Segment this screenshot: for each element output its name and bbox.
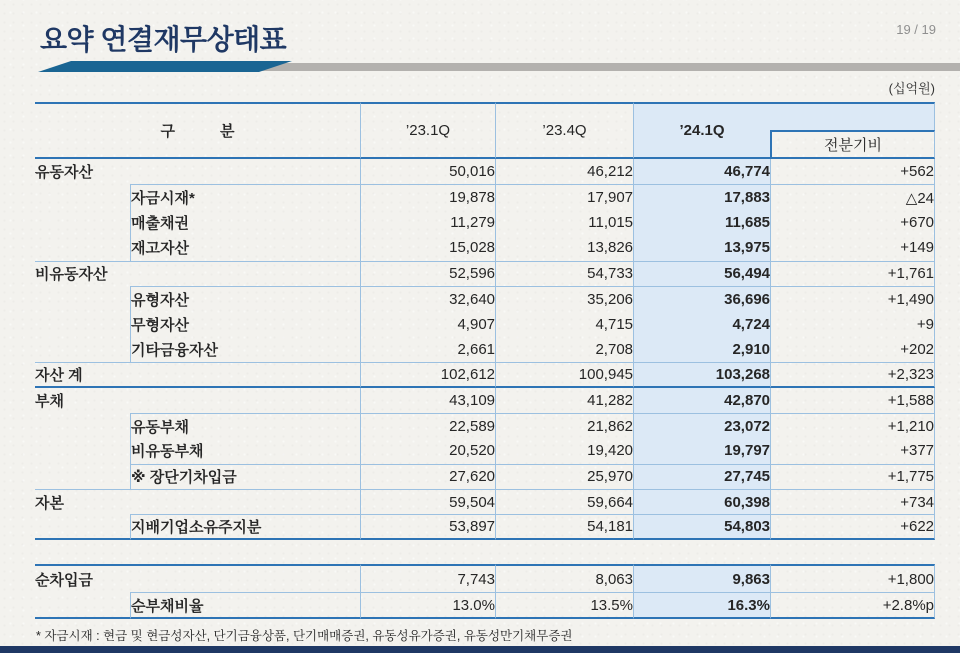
footnote: * 자금시재 : 현금 및 현금성자산, 단기금융상품, 단기매매증권, 유동성유가증권, 유동성만기채무증권	[36, 629, 573, 643]
row-indent-spacer	[35, 337, 130, 362]
value-cell: 41,282	[495, 388, 633, 413]
value-cell: 2,910	[633, 337, 770, 362]
title-underline-blue-bar	[38, 61, 292, 72]
value-cell: 25,970	[495, 464, 633, 489]
value-cell: +1,761	[770, 261, 935, 286]
table-row	[35, 261, 935, 286]
value-cell: 17,907	[495, 184, 633, 209]
row-indent-spacer	[35, 464, 130, 489]
row-label: 자산 계	[35, 362, 360, 387]
value-cell: 4,724	[633, 311, 770, 336]
row-label: 유동부채	[130, 413, 360, 438]
value-cell: 36,696	[633, 286, 770, 311]
unit-label: (십억원)	[888, 81, 935, 96]
value-cell: +670	[770, 210, 935, 235]
table-row	[35, 592, 935, 619]
value-cell: 52,596	[360, 261, 495, 286]
value-cell: 11,015	[495, 210, 633, 235]
page-number: 19 / 19	[896, 22, 936, 37]
table-row	[35, 210, 935, 235]
value-cell: 43,109	[360, 388, 495, 413]
row-indent-spacer	[35, 311, 130, 336]
row-label: 지배기업소유주지분	[130, 514, 360, 539]
value-cell: 50,016	[360, 159, 495, 184]
value-cell: 13,826	[495, 235, 633, 260]
value-cell: +622	[770, 514, 935, 539]
value-cell: 20,520	[360, 438, 495, 463]
column-header-23-1q: ’23.1Q	[360, 102, 495, 159]
value-cell: 100,945	[495, 362, 633, 387]
table-row	[35, 286, 935, 311]
row-label: 재고자산	[130, 235, 360, 260]
value-cell: 54,181	[495, 514, 633, 539]
value-cell: △24	[770, 184, 935, 209]
table-row	[35, 311, 935, 336]
value-cell: 54,803	[633, 514, 770, 539]
balance-sheet-table	[35, 102, 935, 540]
row-indent-spacer	[35, 210, 130, 235]
row-indent-spacer	[35, 286, 130, 311]
page-title: 요약 연결재무상태표	[40, 24, 287, 55]
value-cell: +562	[770, 159, 935, 184]
row-label: 순부채비율	[130, 592, 360, 619]
row-label: 기타금융자산	[130, 337, 360, 362]
value-cell: 22,589	[360, 413, 495, 438]
bottom-accent-bar	[0, 646, 960, 653]
value-cell: +1,775	[770, 464, 935, 489]
value-cell: 4,907	[360, 311, 495, 336]
value-cell: 19,797	[633, 438, 770, 463]
value-cell: 2,708	[495, 337, 633, 362]
table-row	[35, 235, 935, 260]
column-header-24-1q: ’24.1Q	[633, 102, 770, 159]
table-row	[35, 514, 935, 539]
value-cell: +149	[770, 235, 935, 260]
row-label: 유동자산	[35, 164, 93, 182]
header-highlight-filler	[770, 102, 935, 130]
value-cell: 11,685	[633, 210, 770, 235]
row-label: 유형자산	[130, 286, 360, 311]
column-header-qoq: 전분기비	[770, 130, 935, 159]
value-cell: 13.0%	[360, 592, 495, 619]
value-cell: +2.8%p	[770, 592, 935, 619]
column-header-23-4q: ’23.4Q	[495, 102, 633, 159]
row-indent-spacer	[35, 413, 130, 438]
row-indent-spacer	[35, 235, 130, 260]
row-label: ※ 장단기차입금	[130, 464, 360, 489]
row-label: 비유동자산	[35, 261, 360, 286]
row-indent-spacer	[35, 438, 130, 463]
row-label: 비유동부채	[130, 438, 360, 463]
value-cell: 15,028	[360, 235, 495, 260]
table-row	[35, 564, 935, 592]
value-cell: 11,279	[360, 210, 495, 235]
value-cell: 13,975	[633, 235, 770, 260]
value-cell: 23,072	[633, 413, 770, 438]
row-indent-spacer	[35, 184, 130, 209]
value-cell: 4,715	[495, 311, 633, 336]
table-row	[35, 438, 935, 463]
value-cell: 32,640	[360, 286, 495, 311]
table-row	[35, 362, 935, 387]
table-header-row	[35, 102, 935, 130]
value-cell: 56,494	[633, 261, 770, 286]
row-label: 매출채권	[130, 210, 360, 235]
value-cell: 16.3%	[633, 592, 770, 619]
table-row	[35, 159, 935, 184]
value-cell: 59,664	[495, 489, 633, 514]
value-cell: +377	[770, 438, 935, 463]
value-cell: 19,420	[495, 438, 633, 463]
table-row	[35, 337, 935, 362]
value-cell: +1,210	[770, 413, 935, 438]
row-indent-spacer	[35, 592, 130, 619]
value-cell: 2,661	[360, 337, 495, 362]
value-cell: 59,504	[360, 489, 495, 514]
value-cell: 54,733	[495, 261, 633, 286]
value-cell: 19,878	[360, 184, 495, 209]
table-row	[35, 184, 935, 209]
value-cell: 8,063	[495, 564, 633, 592]
table-row	[35, 489, 935, 514]
table-row	[35, 464, 935, 489]
value-cell: +9	[770, 311, 935, 336]
row-label: 무형자산	[130, 311, 360, 336]
value-cell: +1,800	[770, 564, 935, 592]
value-cell: 46,212	[495, 159, 633, 184]
row-indent-spacer	[35, 514, 130, 539]
value-cell: 27,620	[360, 464, 495, 489]
row-label: 자본	[35, 489, 360, 514]
value-cell: 17,883	[633, 184, 770, 209]
title-underline-gray-bar	[255, 63, 960, 71]
value-cell: 7,743	[360, 564, 495, 592]
value-cell: 60,398	[633, 489, 770, 514]
column-header-category: 구 분	[35, 102, 360, 159]
value-cell: 27,745	[633, 464, 770, 489]
net-debt-table	[35, 564, 935, 619]
table-row	[35, 413, 935, 438]
value-cell: 53,897	[360, 514, 495, 539]
value-cell: +1,490	[770, 286, 935, 311]
value-cell: +1,588	[770, 388, 935, 413]
value-cell: +202	[770, 337, 935, 362]
table-row	[35, 388, 935, 413]
value-cell: 42,870	[633, 388, 770, 413]
value-cell: +2,323	[770, 362, 935, 387]
value-cell: 9,863	[633, 564, 770, 592]
value-cell: 21,862	[495, 413, 633, 438]
row-label: 부채	[35, 392, 64, 410]
row-label: 자금시재*	[130, 184, 360, 209]
row-label: 순차입금	[35, 564, 360, 592]
value-cell: 35,206	[495, 286, 633, 311]
value-cell: +734	[770, 489, 935, 514]
value-cell: 46,774	[633, 159, 770, 184]
value-cell: 13.5%	[495, 592, 633, 619]
value-cell: 103,268	[633, 362, 770, 387]
value-cell: 102,612	[360, 362, 495, 387]
